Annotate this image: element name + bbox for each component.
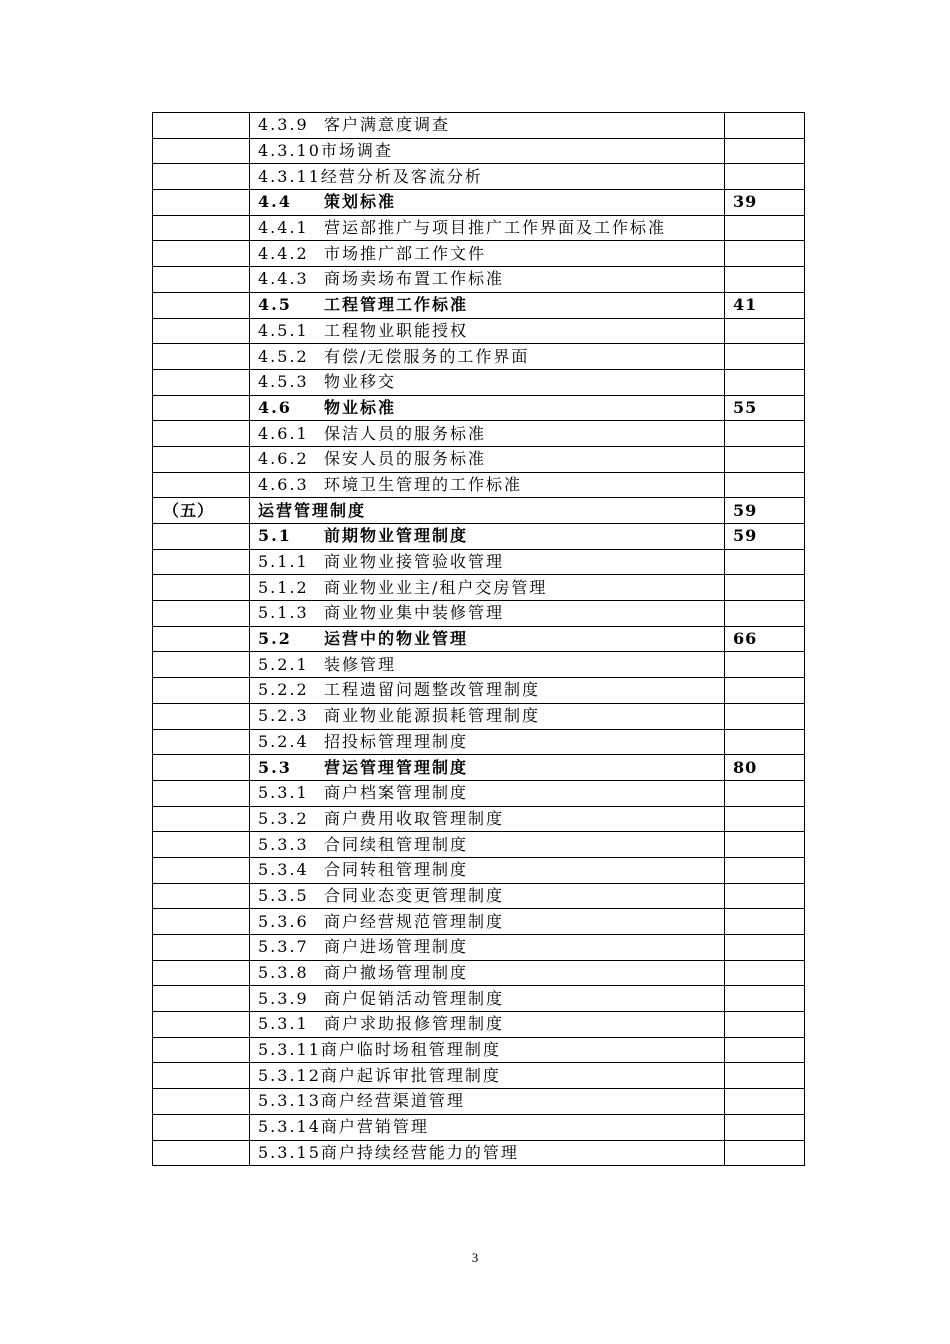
toc-section-cell [153,703,250,729]
toc-entry-title: 商户费用收取管理制度 [324,808,505,828]
toc-entry-number: 4.6.1 [258,423,309,443]
toc-entry-cell [250,549,725,575]
toc-entry-title: 招投标管理理制度 [324,731,469,751]
toc-entry-cell [250,575,725,601]
toc-section-cell [153,1140,250,1166]
toc-entry-cell [250,344,725,370]
toc-section-cell [153,292,250,318]
toc-entry-cell [250,601,725,627]
toc-section-cell [153,369,250,395]
toc-entry-cell [250,472,725,498]
toc-row [153,729,805,755]
toc-entry-title: 合同转租管理制度 [324,860,469,880]
toc-section-cell [153,164,250,190]
toc-row [153,652,805,678]
toc-row [153,190,805,216]
toc-page-cell [725,472,805,498]
toc-entry-number: 5.2.1 [258,654,309,674]
toc-entry-cell [250,755,725,781]
toc-row [153,780,805,806]
toc-entry-cell [250,292,725,318]
toc-row [153,215,805,241]
page-number: 3 [471,1250,479,1265]
toc-entry-number: 5.3.9 [258,988,309,1008]
toc-row [153,1012,805,1038]
toc-entry-number: 5.3.8 [258,963,309,983]
toc-entry-title: 经营分析及客流分析 [320,166,483,186]
toc-entry-cell [250,318,725,344]
toc-entry-cell [250,1114,725,1140]
toc-section-cell [153,1089,250,1115]
toc-entry-title: 物业标准 [324,397,397,417]
toc-entry-title: 合同业态变更管理制度 [324,885,505,905]
toc-entry-title: 商场卖场布置工作标准 [324,269,505,289]
toc-section-cell [153,883,250,909]
toc-entry-title: 策划标准 [324,192,397,212]
toc-entry-title: 市场调查 [320,141,393,161]
toc-entry-title: 合同续租管理制度 [324,834,469,854]
toc-entry-title: 商业物业集中装修管理 [324,603,505,623]
toc-entry-number: 5.3.13 [258,1091,321,1111]
toc-entry-cell [250,446,725,472]
toc-entry-number: 5.3.6 [258,911,309,931]
toc-entry-title: 前期物业管理制度 [324,526,469,546]
toc-row [153,1140,805,1166]
toc-row [153,1037,805,1063]
toc-entry-cell [250,883,725,909]
toc-page-cell [725,164,805,190]
toc-section-cell [153,935,250,961]
toc-section-cell [153,832,250,858]
toc-row [153,267,805,293]
toc-row [153,1063,805,1089]
toc-row [153,626,805,652]
toc-entry-title: 商户撤场管理制度 [324,963,469,983]
toc-row [153,935,805,961]
toc-entry-title: 装修管理 [324,654,397,674]
toc-page-cell [725,1037,805,1063]
toc-section-cell [153,780,250,806]
toc-row [153,1114,805,1140]
toc-entry-title: 有偿/无偿服务的工作界面 [324,346,530,366]
toc-section-cell [153,755,250,781]
toc-page-cell: 59 [725,524,805,550]
toc-entry-cell [250,215,725,241]
toc-section-cell [153,806,250,832]
toc-entry-number: 5.1.1 [258,552,309,572]
toc-page-cell [725,138,805,164]
toc-entry-title: 商户求助报修管理制度 [324,1014,505,1034]
toc-row [153,421,805,447]
toc-entry-cell [250,909,725,935]
toc-entry-title: 保安人员的服务标准 [324,449,487,469]
toc-entry-title: 物业移交 [324,372,397,392]
toc-section-cell [153,138,250,164]
toc-page-cell [725,1012,805,1038]
toc-entry-number: 5.3.5 [258,885,309,905]
toc-entry-number: 5.1.2 [258,577,309,597]
toc-entry-title: 客户满意度调查 [324,115,451,135]
toc-section-cell: （五） [153,498,250,524]
toc-entry-number: 5.3.3 [258,834,309,854]
toc-entry-number: 5.3 [258,757,292,777]
toc-entry-number: 4.6.2 [258,449,309,469]
toc-entry-number: 5.1.3 [258,603,309,623]
toc-section-cell [153,549,250,575]
toc-row [153,164,805,190]
toc-section-cell [153,267,250,293]
toc-entry-number: 4.5.3 [258,372,309,392]
toc-entry-number: 4.3.10 [258,141,321,161]
toc-entry-cell [250,190,725,216]
toc-page-cell [725,318,805,344]
toc-row [153,138,805,164]
toc-entry-title: 商户持续经营能力的管理 [320,1142,519,1162]
toc-entry-title: 营运部推广与项目推广工作界面及工作标准 [324,218,667,238]
toc-page-cell [725,678,805,704]
toc-section-cell [153,344,250,370]
toc-entry-number: 4.4.3 [258,269,309,289]
toc-section-cell [153,1063,250,1089]
toc-row [153,832,805,858]
toc-entry-cell [250,524,725,550]
toc-entry-number: 5.3.1 [258,783,309,803]
toc-section-cell [153,678,250,704]
toc-section-cell [153,524,250,550]
toc-entry-title: 保洁人员的服务标准 [324,423,487,443]
toc-row [153,472,805,498]
toc-body [153,113,805,1166]
toc-entry-title: 商户营销管理 [320,1117,429,1137]
toc-entry-title: 市场推广部工作文件 [324,243,487,263]
toc-entry-title: 工程管理工作标准 [324,295,469,315]
toc-section-cell [153,857,250,883]
toc-section-cell [153,1012,250,1038]
toc-page-cell [725,1140,805,1166]
toc-page-cell [725,652,805,678]
toc-row [153,318,805,344]
toc-entry-number: 5.3.1 [258,1014,309,1034]
toc-entry-cell [250,113,725,139]
toc-page-cell [725,113,805,139]
toc-entry-cell [250,780,725,806]
toc-entry-number: 5.1 [258,526,292,546]
toc-entry-cell [250,703,725,729]
toc-entry-cell [250,1140,725,1166]
toc-entry-number: 5.3.7 [258,937,309,957]
toc-page-cell [725,421,805,447]
toc-page-cell [725,446,805,472]
toc-page-cell [725,780,805,806]
toc-page-cell: 59 [725,498,805,524]
toc-entry-number: 4.5.1 [258,320,309,340]
toc-page-cell [725,857,805,883]
toc-entry-title: 商户起诉审批管理制度 [320,1065,501,1085]
toc-section-cell [153,960,250,986]
toc-entry-title: 营运管理管理制度 [324,757,469,777]
toc-row [153,678,805,704]
toc-section-cell [153,215,250,241]
toc-page-cell [725,960,805,986]
toc-section-cell [153,909,250,935]
toc-section-cell [153,318,250,344]
toc-entry-cell [250,1012,725,1038]
toc-page-cell [725,806,805,832]
toc-page-cell [725,935,805,961]
toc-section-cell [153,190,250,216]
toc-row [153,883,805,909]
toc-page-cell [725,703,805,729]
toc-row [153,549,805,575]
toc-entry-cell [250,857,725,883]
toc-row [153,241,805,267]
toc-entry-number: 4.4.2 [258,243,309,263]
toc-page-cell [725,986,805,1012]
toc-entry-number: 4.5.2 [258,346,309,366]
toc-entry-cell [250,626,725,652]
toc-page-cell [725,549,805,575]
toc-entry-cell [250,164,725,190]
toc-entry-title: 运营中的物业管理 [324,629,469,649]
toc-page-cell: 39 [725,190,805,216]
toc-page-cell [725,601,805,627]
toc-row [153,292,805,318]
toc-entry-cell [250,678,725,704]
toc-entry-number: 5.3.12 [258,1065,321,1085]
toc-entry-number: 4.5 [258,295,292,315]
toc-page-cell [725,1063,805,1089]
toc-section-cell [153,1114,250,1140]
toc-section-cell [153,601,250,627]
toc-page-cell [725,729,805,755]
toc-page-cell [725,832,805,858]
toc-entry-number: 4.6.3 [258,474,309,494]
toc-entry-cell [250,1063,725,1089]
toc-row [153,344,805,370]
toc-row [153,909,805,935]
toc-section-cell [153,241,250,267]
toc-entry-title: 商业物业业主/租户交房管理 [324,577,548,597]
toc-page-cell [725,369,805,395]
toc-entry-cell [250,806,725,832]
toc-entry-cell [250,421,725,447]
toc-entry-number: 4.6 [258,397,292,417]
toc-section-cell [153,472,250,498]
toc-entry-cell [250,1089,725,1115]
toc-entry-number: 5.3.4 [258,860,309,880]
toc-row [153,113,805,139]
toc-section-cell [153,446,250,472]
toc-entry-number: 4.4 [258,192,292,212]
toc-section-cell [153,652,250,678]
toc-entry-title: 工程遗留问题整改管理制度 [324,680,541,700]
toc-entry-cell [250,729,725,755]
toc-entry-cell [250,1037,725,1063]
toc-row [153,575,805,601]
toc-section-cell [153,113,250,139]
toc-page-cell [725,215,805,241]
toc-section-cell [153,575,250,601]
toc-entry-title: 工程物业职能授权 [324,320,469,340]
toc-section-cell [153,395,250,421]
toc-page-cell [725,909,805,935]
toc-section-cell [153,986,250,1012]
toc-entry-cell [250,832,725,858]
toc-row [153,446,805,472]
toc-page-cell: 55 [725,395,805,421]
toc-entry-number: 5.2.3 [258,706,309,726]
toc-entry-cell [250,395,725,421]
toc-section-cell [153,626,250,652]
toc-row [153,369,805,395]
toc-entry-title: 商业物业接管验收管理 [324,552,505,572]
toc-page-cell [725,575,805,601]
toc-entry-title: 商户档案管理制度 [324,783,469,803]
toc-entry-number: 4.3.9 [258,115,309,135]
toc-entry-number: 5.2 [258,629,292,649]
toc-entry-number: 5.3.2 [258,808,309,828]
toc-row [153,1089,805,1115]
toc-entry-number: 4.4.1 [258,218,309,238]
toc-entry-cell [250,986,725,1012]
toc-section-cell [153,1037,250,1063]
toc-section-cell [153,421,250,447]
toc-page-cell [725,344,805,370]
toc-page-cell: 41 [725,292,805,318]
toc-entry-number: 5.3.15 [258,1142,321,1162]
toc-entry-title: 商户临时场租管理制度 [320,1040,501,1060]
toc-entry-cell [250,138,725,164]
toc-page-cell [725,883,805,909]
toc-entry-number: 5.2.4 [258,731,309,751]
toc-row [153,986,805,1012]
toc-entry-title: 商户促销活动管理制度 [324,988,505,1008]
toc-entry-cell [250,960,725,986]
toc-row [153,703,805,729]
toc-entry-title: 商业物业能源损耗管理制度 [324,706,541,726]
toc-page-cell [725,241,805,267]
toc-entry-number: 5.2.2 [258,680,309,700]
toc-section-cell [153,729,250,755]
toc-entry-title: 商户经营渠道管理 [320,1091,465,1111]
toc-entry-cell [250,267,725,293]
toc-entry-cell [250,241,725,267]
toc-table [152,112,805,1166]
toc-entry-cell [250,369,725,395]
toc-entry-number: 5.3.14 [258,1117,321,1137]
toc-page-cell: 66 [725,626,805,652]
toc-entry-cell [250,652,725,678]
toc-page-cell [725,1114,805,1140]
toc-entry-title: 运营管理制度 [258,500,367,520]
toc-page-cell: 80 [725,755,805,781]
toc-page-cell [725,267,805,293]
toc-row [153,857,805,883]
toc-entry-number: 5.3.11 [258,1040,321,1060]
toc-entry-title: 商户进场管理制度 [324,937,469,957]
toc-row [153,601,805,627]
toc-row [153,960,805,986]
toc-row [153,524,805,550]
toc-entry-cell [250,935,725,961]
toc-row [153,755,805,781]
toc-row [153,498,805,524]
toc-row [153,395,805,421]
toc-entry-number: 4.3.11 [258,166,321,186]
toc-entry-title: 商户经营规范管理制度 [324,911,505,931]
toc-page-cell [725,1089,805,1115]
toc-entry-cell [250,498,725,524]
toc-entry-title: 环境卫生管理的工作标准 [324,474,523,494]
toc-row [153,806,805,832]
